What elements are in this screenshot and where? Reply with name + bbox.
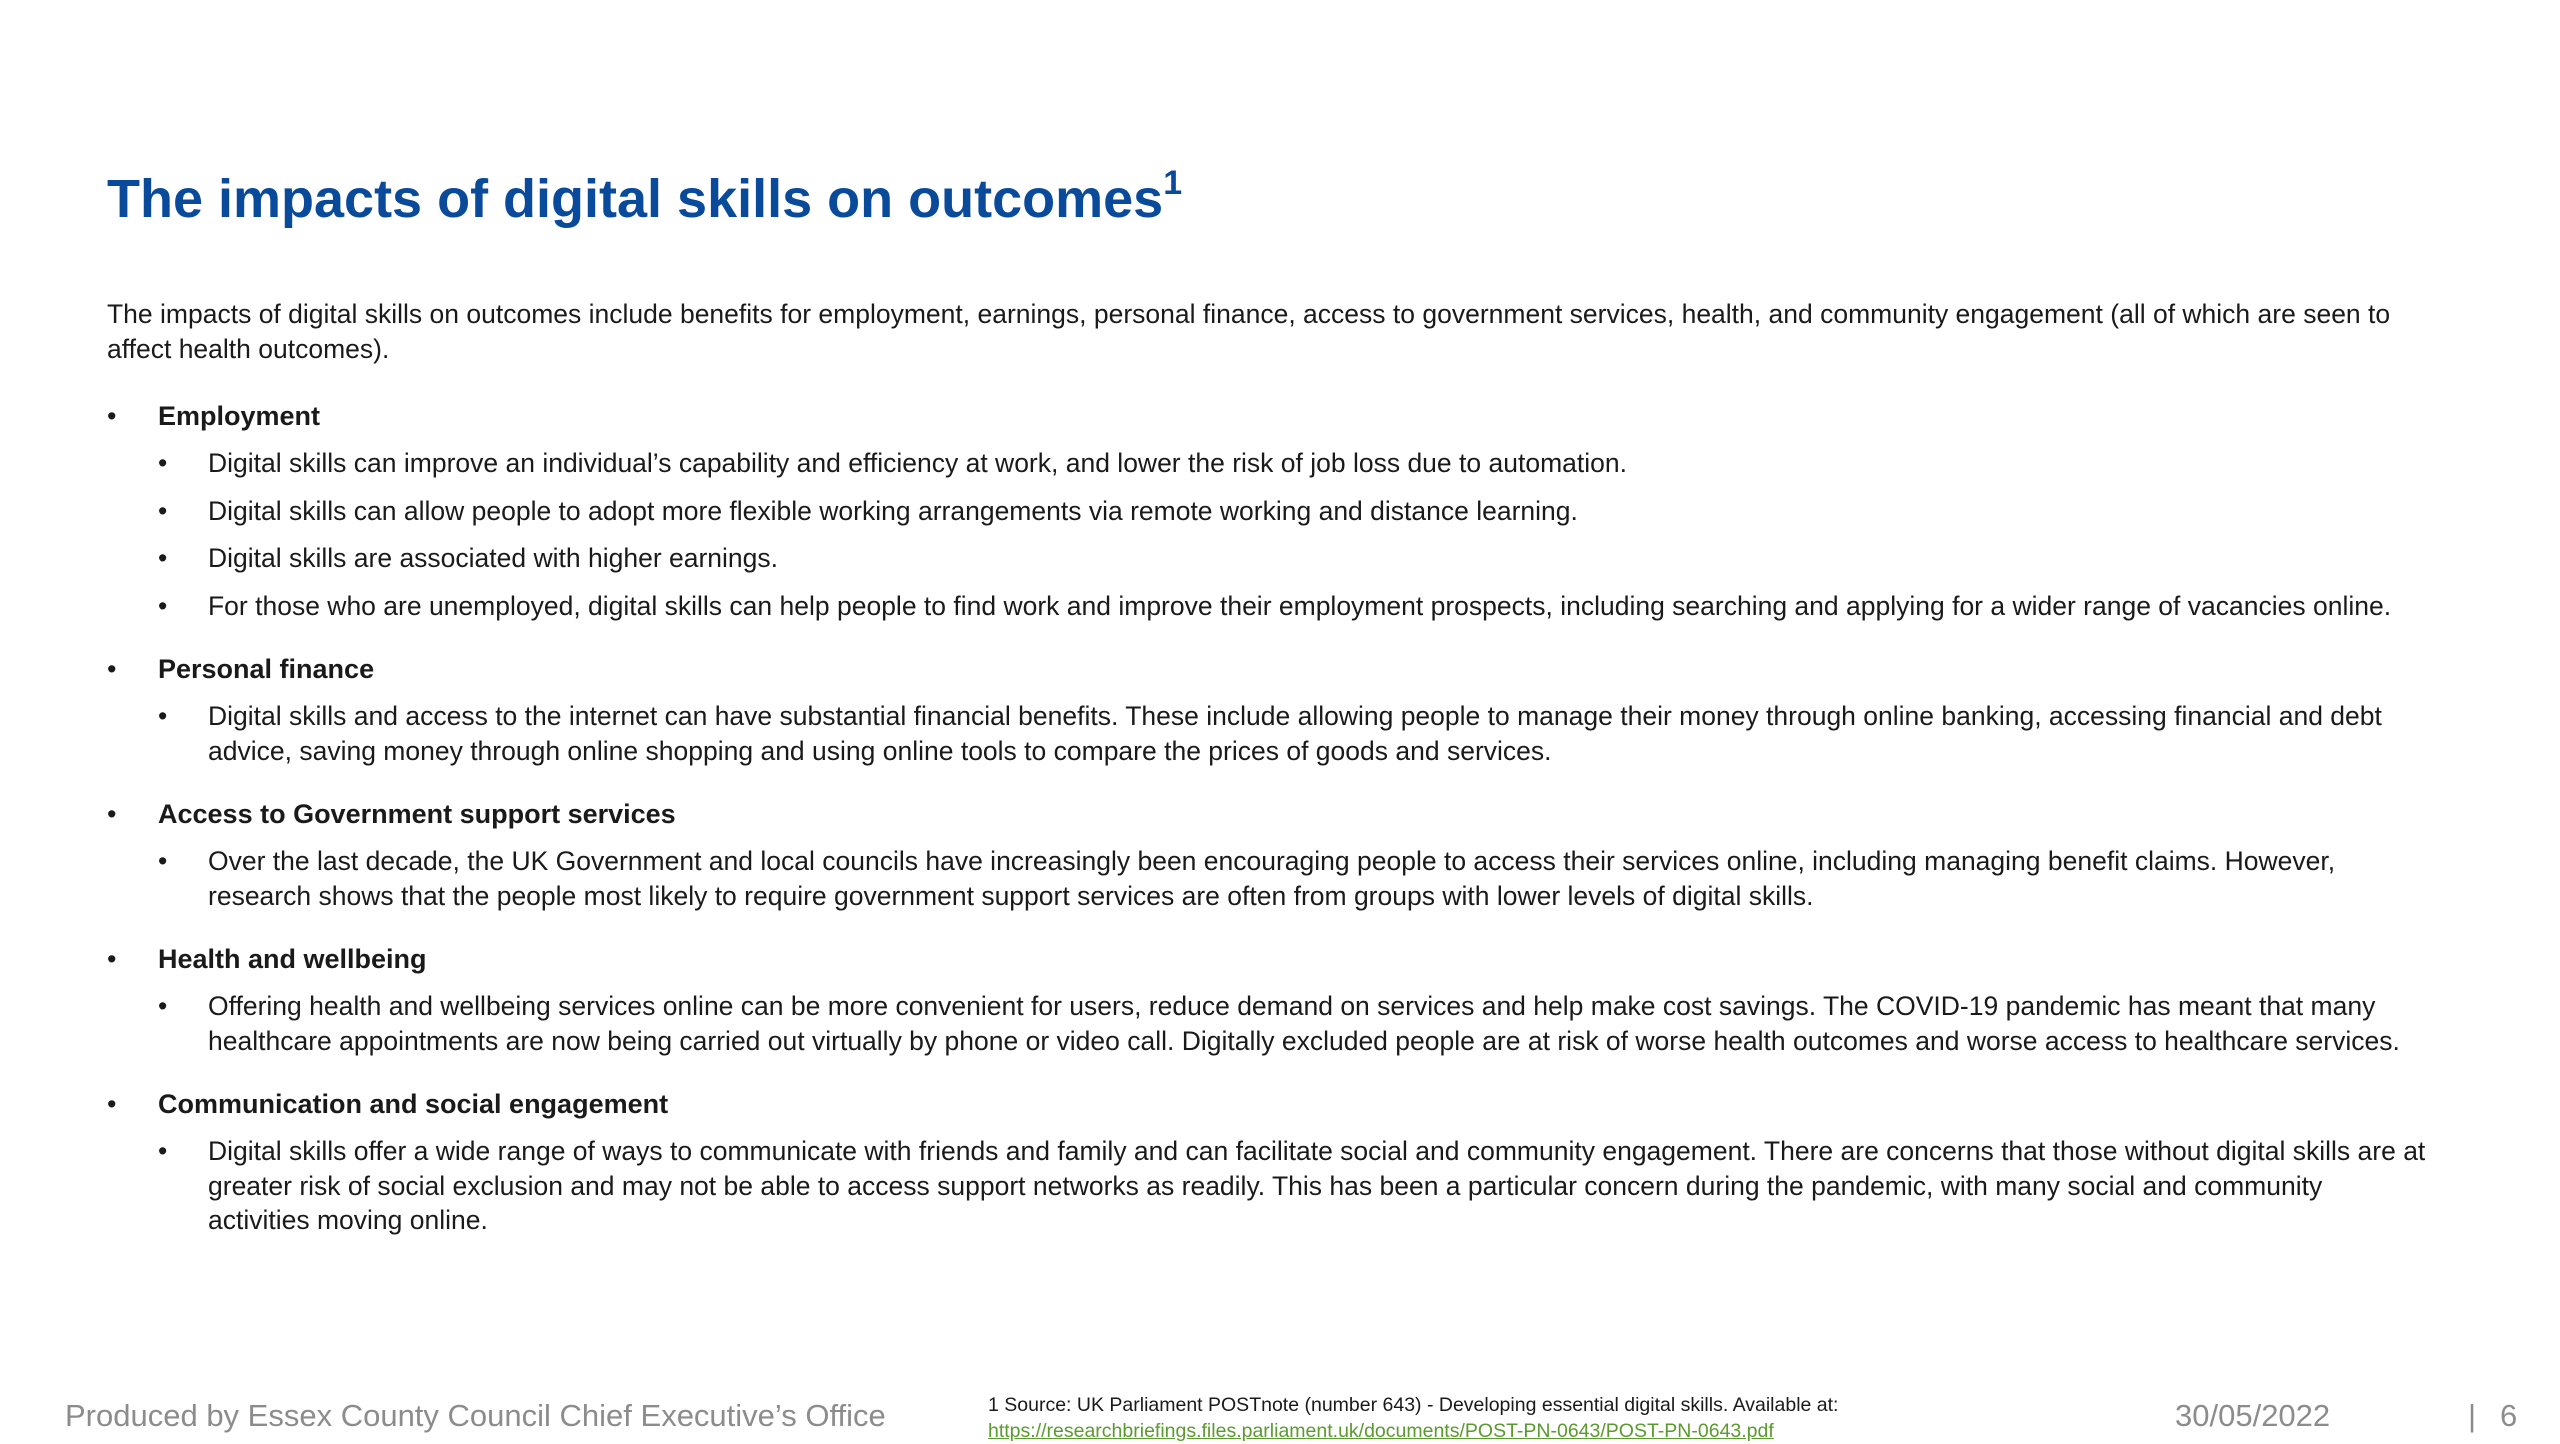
list-item-text: Digital skills are associated with higher earnings. — [208, 543, 779, 573]
list-item-text: Digital skills can improve an individual’s capability and efficiency at work, and lower the risk of job loss due to automation. — [208, 448, 1627, 478]
list-item-text: For those who are unemployed, digital skills can help people to find work and improve their employment prospects, including searching and applying for a wider range of vacancies online. — [208, 590, 2392, 621]
section-heading — [107, 796, 2427, 832]
title-footnote-marker: 1 — [1163, 164, 1183, 202]
bullet-icon: • — [158, 590, 168, 621]
section-items — [158, 699, 2427, 768]
bullet-icon: • — [107, 654, 117, 684]
list-item — [158, 589, 2427, 624]
section-health-wellbeing — [107, 941, 2427, 1058]
list-item — [158, 541, 2427, 576]
list-item — [158, 1134, 2427, 1238]
section-heading-text: Access to Government support services — [158, 799, 676, 829]
section-heading — [107, 941, 2427, 977]
bullet-icon: • — [107, 1089, 117, 1119]
section-personal-finance — [107, 651, 2427, 768]
page-title-text: The impacts of digital skills on outcomes — [107, 169, 1164, 229]
footer-separator: | — [2468, 1398, 2477, 1433]
section-heading — [107, 651, 2427, 687]
list-item — [158, 446, 2427, 481]
list-item — [158, 844, 2427, 913]
section-employment — [107, 398, 2427, 623]
list-item — [158, 494, 2427, 529]
list-item-text: Over the last decade, the UK Government and local councils have increasingly been encouraging people to access their services online, including managing benefit claims. However, research shows that the people most likely to require government support services are often from groups with lower levels of digital skills. — [208, 846, 2336, 911]
section-heading — [107, 1086, 2427, 1122]
section-items — [158, 844, 2427, 913]
section-items — [158, 446, 2427, 623]
section-heading-text: Health and wellbeing — [158, 944, 427, 974]
bullet-content — [107, 398, 2427, 1266]
bullet-icon: • — [107, 799, 117, 829]
section-heading-text: Communication and social engagement — [158, 1089, 669, 1119]
bullet-icon: • — [158, 846, 168, 876]
section-heading — [107, 398, 2427, 434]
list-item-text: Offering health and wellbeing services online can be more convenient for users, reduce demand on services and help make cost savings. The COVID-19 pandemic has meant that many healthcare appointments are now being carried out virtually by phone or video call. Digitally excluded people are at risk of worse health outcomes and worse access to healthcare services. — [208, 991, 2400, 1056]
page-number: 6 — [2500, 1398, 2518, 1433]
page-title — [107, 164, 1183, 230]
bullet-icon: • — [158, 543, 168, 573]
bullet-icon: • — [158, 991, 168, 1021]
footer-source — [988, 1392, 1838, 1444]
section-government-services — [107, 796, 2427, 913]
list-item — [158, 989, 2427, 1058]
intro-paragraph: The impacts of digital skills on outcomes include benefits for employment, earnings, personal finance, access to government services, health, and community engagement (all of which are seen to affect health outcomes). — [107, 299, 2391, 364]
footer-produced-by: Produced by Essex County Council Chief Executive’s Office — [65, 1398, 886, 1433]
footer-source-link[interactable]: https://researchbriefings.files.parliament.uk/documents/POST-PN-0643/POST-PN-0643.pdf — [988, 1420, 1774, 1442]
list-item-text: Digital skills offer a wide range of ways to communicate with friends and family and can facilitate social and community engagement. There are concerns that those without digital skills are at greater risk of social exclusion and may not be able to access support networks as readily. This has been a particular concern during the pandemic, with many social and community activities moving online. — [208, 1136, 2426, 1235]
section-items — [158, 989, 2427, 1058]
section-items — [158, 1134, 2427, 1238]
list-item-text: Digital skills can allow people to adopt more flexible working arrangements via remote working and distance learning. — [208, 495, 1578, 526]
bullet-icon: • — [107, 401, 117, 431]
bullet-icon: • — [158, 701, 168, 731]
bullet-icon: • — [158, 1136, 168, 1166]
bullet-icon: • — [158, 495, 168, 526]
bullet-icon: • — [107, 944, 117, 974]
list-item-text: Digital skills and access to the internet can have substantial financial benefits. These include allowing people to manage their money through online banking, accessing financial and debt advice, saving money through online shopping and using online tools to compare the prices of goods and services. — [208, 701, 2382, 766]
section-heading-text: Employment — [158, 401, 321, 431]
section-heading-text: Personal finance — [158, 654, 375, 684]
bullet-icon: • — [158, 448, 168, 478]
footer-source-text: 1 Source: UK Parliament POSTnote (number 643) - Developing essential digital skills. Available at: — [988, 1394, 1839, 1416]
footer-date: 30/05/2022 — [2175, 1398, 2331, 1433]
section-communication — [107, 1086, 2427, 1238]
list-item — [158, 699, 2427, 768]
